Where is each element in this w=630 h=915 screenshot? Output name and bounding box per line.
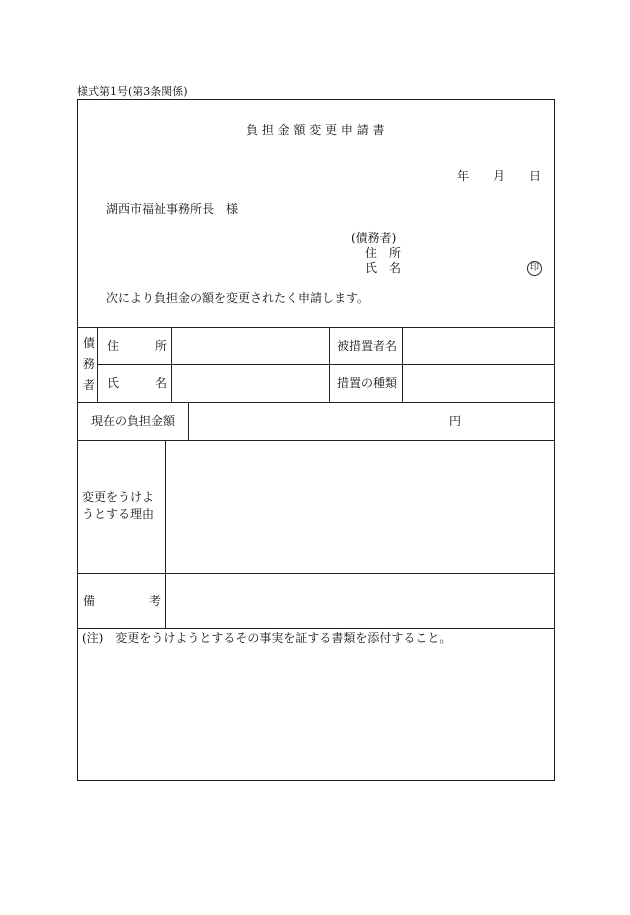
form-title: 負 担 金 額 変 更 申 請 書 bbox=[246, 123, 385, 137]
remarks-field[interactable] bbox=[166, 574, 554, 627]
applicant-name-label: 氏 名 bbox=[365, 261, 402, 275]
debtor-label-1: 債 bbox=[83, 336, 96, 350]
measure-type-label: 措置の種類 bbox=[337, 376, 398, 390]
note-text: (注) 変更をうけようとするその事実を証する書類を添付すること。 bbox=[82, 631, 452, 645]
reason-label-line1: 変更をうけよ bbox=[82, 490, 155, 504]
date-year-label: 年 bbox=[457, 169, 470, 183]
name-label-1: 氏 bbox=[107, 376, 120, 390]
current-amount-field[interactable] bbox=[189, 403, 554, 439]
currency-unit: 円 bbox=[449, 414, 462, 428]
address-label-2: 所 bbox=[155, 339, 168, 353]
reason-field[interactable] bbox=[166, 441, 554, 572]
remarks-bottom-line bbox=[77, 628, 555, 629]
seal-mark: 印 bbox=[527, 261, 542, 276]
debtor-label-2: 務 bbox=[83, 357, 96, 371]
middle-divider bbox=[329, 327, 330, 402]
protected-person-field[interactable] bbox=[403, 328, 554, 363]
applicant-address-label: 住 所 bbox=[365, 246, 402, 260]
debtor-name-field[interactable] bbox=[172, 365, 328, 401]
name-label-2: 名 bbox=[155, 376, 168, 390]
reason-label-line2: うとする理由 bbox=[82, 507, 155, 521]
date-month-label: 月 bbox=[493, 169, 506, 183]
form-number: 様式第1号(第3条関係) bbox=[77, 85, 188, 98]
address-label-1: 住 bbox=[107, 339, 120, 353]
applicant-heading: (債務者) bbox=[351, 231, 397, 245]
remarks-label-2: 考 bbox=[149, 594, 162, 608]
measure-type-field[interactable] bbox=[403, 365, 554, 401]
current-amount-label: 現在の負担金額 bbox=[91, 414, 176, 428]
remarks-label-1: 備 bbox=[83, 594, 96, 608]
debtor-divider bbox=[97, 327, 98, 402]
request-text: 次により負担金の額を変更されたく申請します。 bbox=[106, 291, 370, 305]
addressee: 湖西市福祉事務所長 様 bbox=[106, 202, 239, 216]
date-day-label: 日 bbox=[529, 169, 542, 183]
debtor-address-field[interactable] bbox=[172, 328, 328, 363]
protected-person-label: 被措置者名 bbox=[337, 339, 398, 353]
debtor-label-3: 者 bbox=[83, 378, 96, 392]
